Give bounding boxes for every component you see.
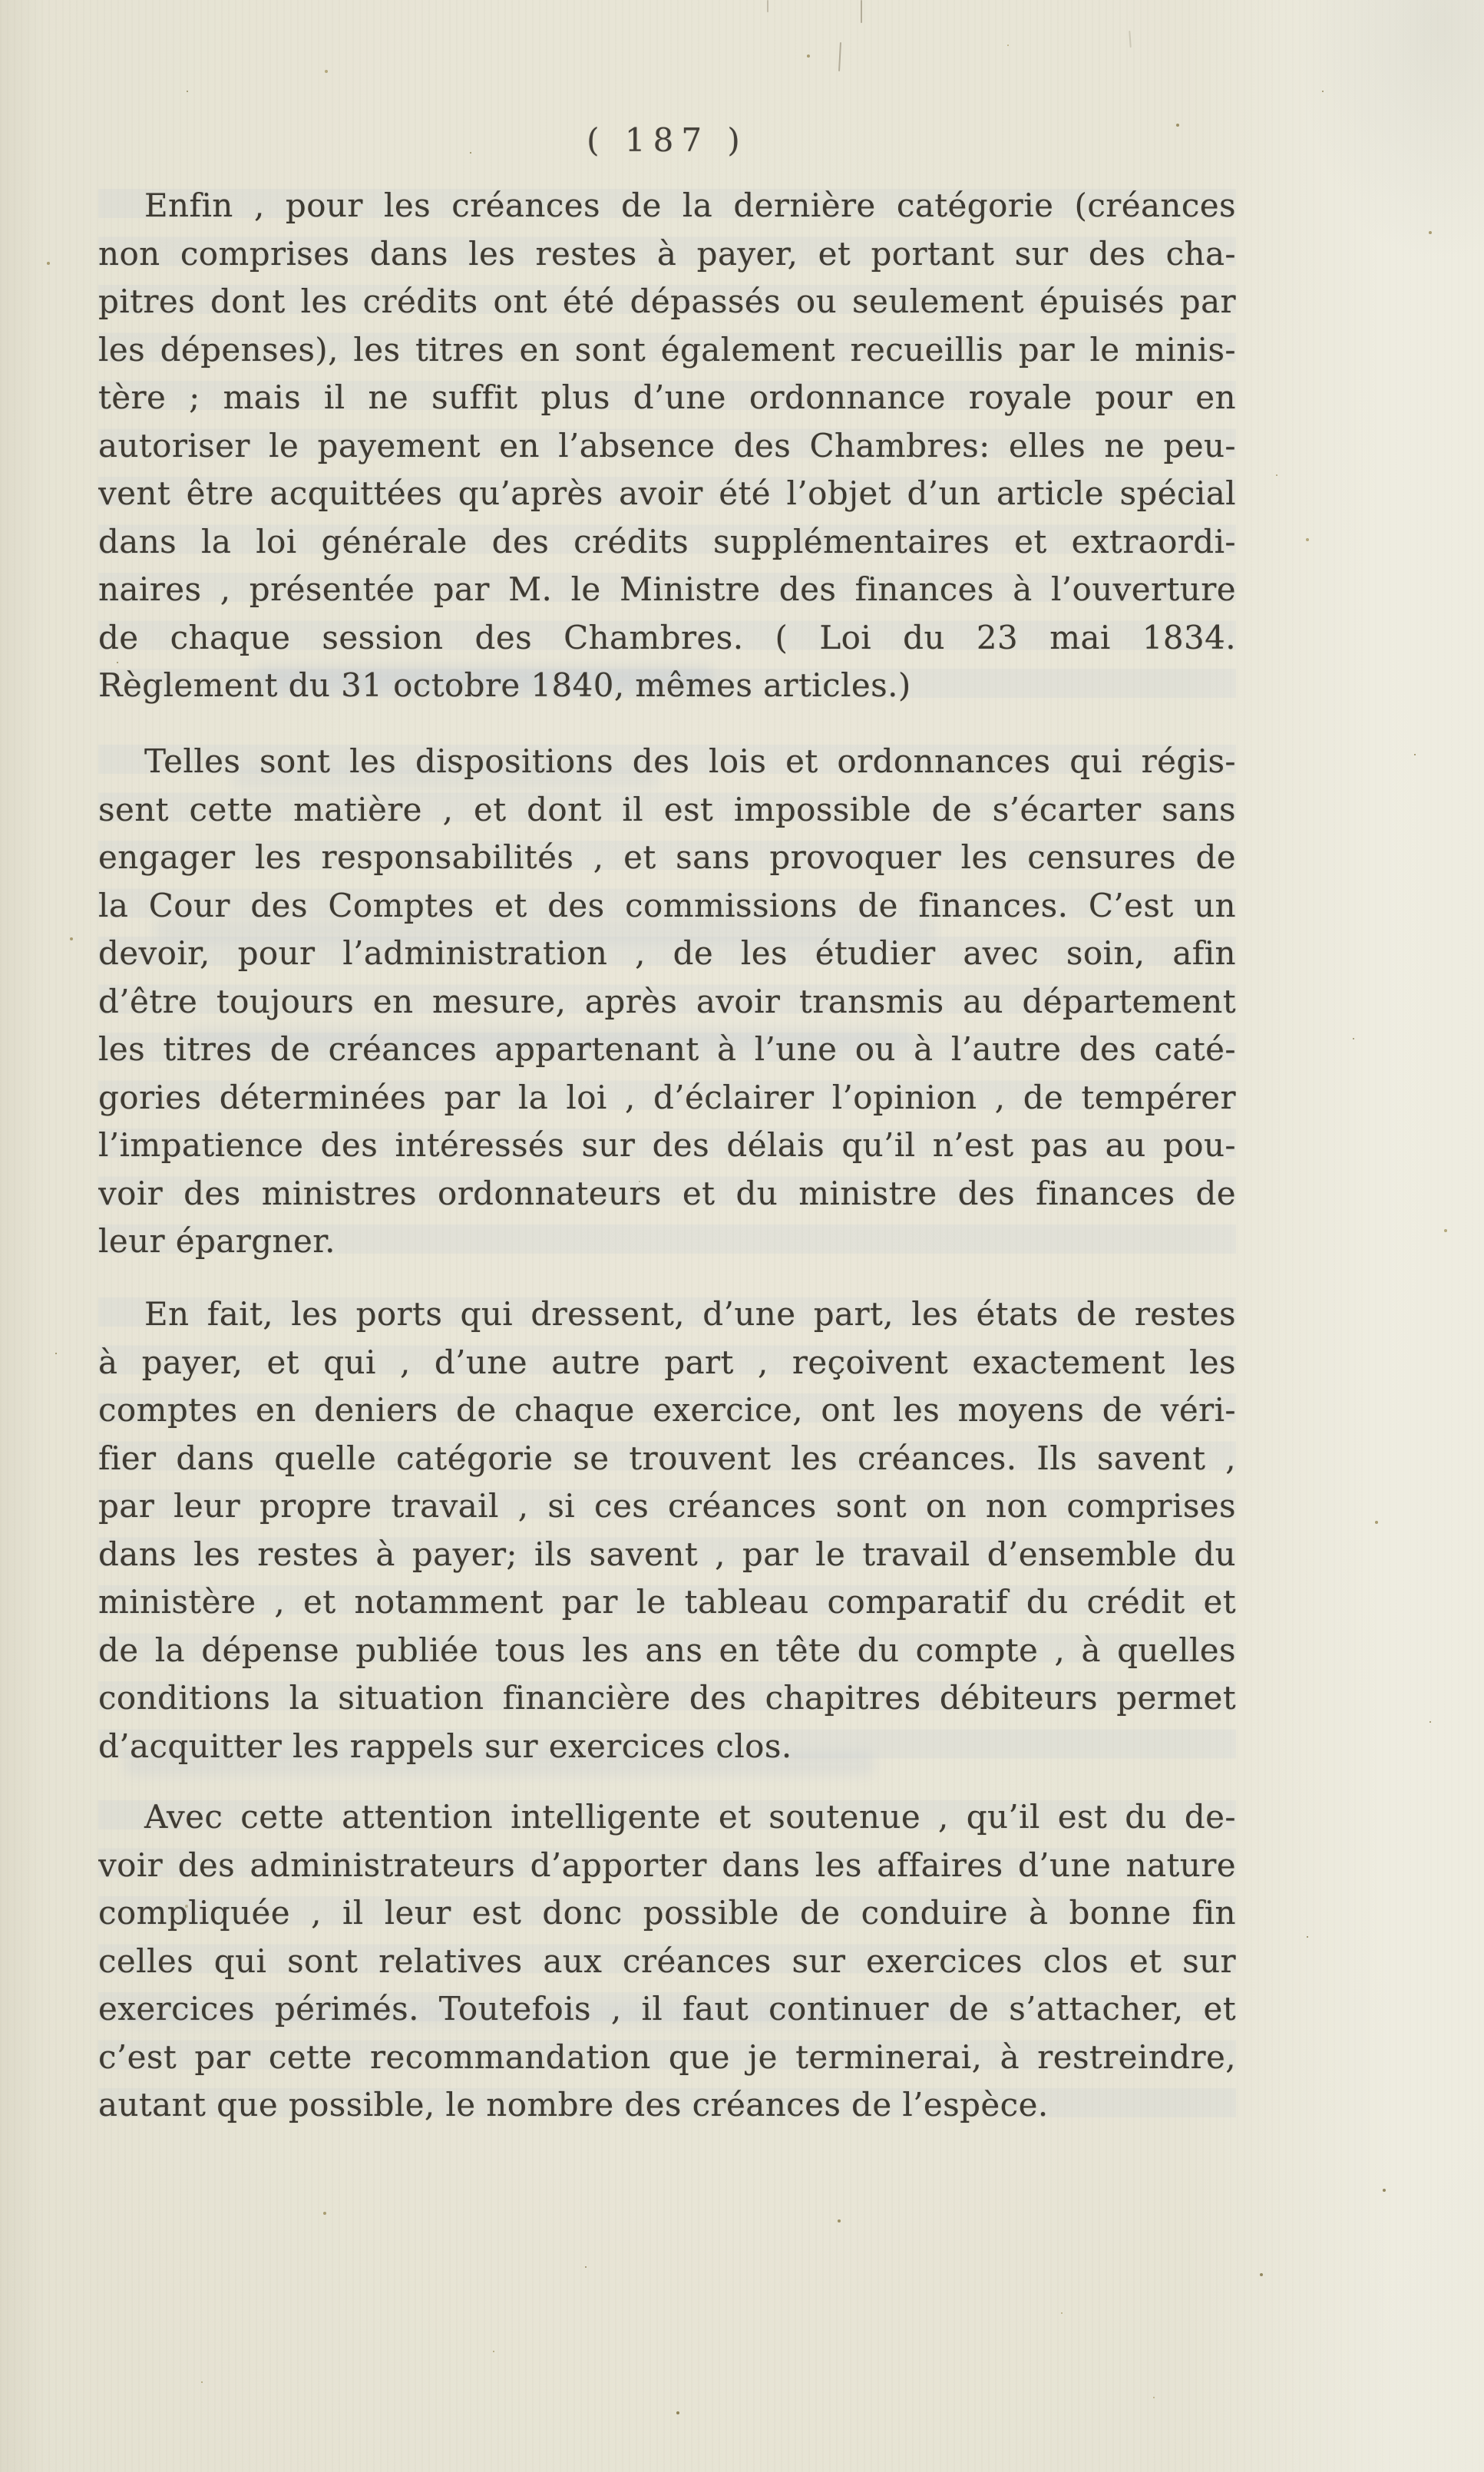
paper-fiber [767,0,768,12]
text-line: autoriser le payement en l’absence des Chambres: elles ne peu- [98,426,1236,464]
paragraph-1 [98,182,1236,710]
text-line: les dépenses), les titres en sont également recueillis par le minis- [98,330,1236,368]
text-line: fier dans quelle catégorie se trouvent les créances. Ils savent , [98,1439,1236,1477]
text-line: leur épargner. [98,1222,335,1260]
paper-fiber [861,0,862,23]
text-line: voir des administrateurs d’apporter dans les affaires d’une nature [98,1846,1236,1884]
text-line: vent être acquittées qu’après avoir été l’objet d’un article spécial [98,474,1236,512]
text-line: naires , présentée par M. le Ministre des finances à l’ouverture [98,570,1236,608]
text-line: gories déterminées par la loi , d’éclairer l’opinion , de tempérer [98,1078,1236,1116]
text-line: compliquée , il leur est donc possible de conduire à bonne fin [98,1894,1236,1932]
text-line: conditions la situation financière des chapitres débiteurs permet [98,1679,1236,1717]
text-line: engager les responsabilités , et sans provoquer les censures de [98,838,1236,876]
text-line: par leur propre travail , si ces créances sont on non comprises [98,1487,1236,1525]
text-line: dans la loi générale des crédits supplémentaires et extraordi- [98,522,1236,560]
text-line: Règlement du 31 octobre 1840, mêmes articles.) [98,666,911,704]
paragraph-4 [98,1793,1236,2130]
text-line: de chaque session des Chambres. ( Loi du 23 mai 1834. [98,618,1236,656]
text-line: Enfin , pour les créances de la dernière catégorie (créances [144,187,1236,224]
text-line: non comprises dans les restes à payer, et portant sur des cha- [98,234,1236,273]
paper-speckles [0,0,2,2]
text-line: voir des ministres ordonnateurs et du ministre des finances de [98,1174,1236,1212]
text-line: les titres de créances appartenant à l’une ou à l’autre des caté- [98,1030,1236,1068]
text-line: devoir, pour l’administration , de les étudier avec soin, afin [98,934,1236,972]
text-line: Telles sont les dispositions des lois et ordonnances qui régis- [144,742,1236,780]
text-line: d’acquitter les rappels sur exercices clos. [98,1727,792,1765]
page-number: ( 187 ) [587,121,748,159]
text-line: sent cette matière , et dont il est impossible de s’écarter sans [98,790,1236,828]
text-line: tère ; mais il ne suffit plus d’une ordonnance royale pour en [98,378,1236,416]
text-line: Avec cette attention intelligente et soutenue , qu’il est du de- [144,1798,1236,1836]
text-line: comptes en deniers de chaque exercice, ont les moyens de véri- [98,1391,1236,1429]
paragraph-3 [98,1291,1236,1770]
text-line: l’impatience des intéressés sur des délais qu’il n’est pas au pou- [98,1126,1236,1164]
text-line: d’être toujours en mesure, après avoir transmis au département [98,982,1236,1020]
paper-fiber [838,42,841,71]
text-line: exercices périmés. Toutefois , il faut continuer de s’attacher, et [98,1990,1236,2028]
text-line: c’est par cette recommandation que je terminerai, à restreindre, [98,2037,1236,2076]
text-line: à payer, et qui , d’une autre part , reçoivent exactement les [98,1343,1236,1381]
text-line: autant que possible, le nombre des créances de l’espèce. [98,2086,1049,2123]
text-line: la Cour des Comptes et des commissions de finances. C’est un [98,886,1236,924]
text-line: dans les restes à payer; ils savent , par le travail d’ensemble du [98,1535,1236,1573]
text-line: pitres dont les crédits ont été dépassés ou seulement épuisés par [98,283,1236,320]
text-line: celles qui sont relatives aux créances sur exercices clos et sur [98,1942,1236,1980]
text-line: En fait, les ports qui dressent, d’une part, les états de restes [144,1295,1236,1333]
paper-fiber [1129,31,1132,48]
text-line: ministère , et notamment par le tableau comparatif du crédit et [98,1583,1236,1621]
paragraph-2 [98,738,1236,1266]
text-line: de la dépense publiée tous les ans en tête du compte , à quelles [98,1631,1236,1669]
